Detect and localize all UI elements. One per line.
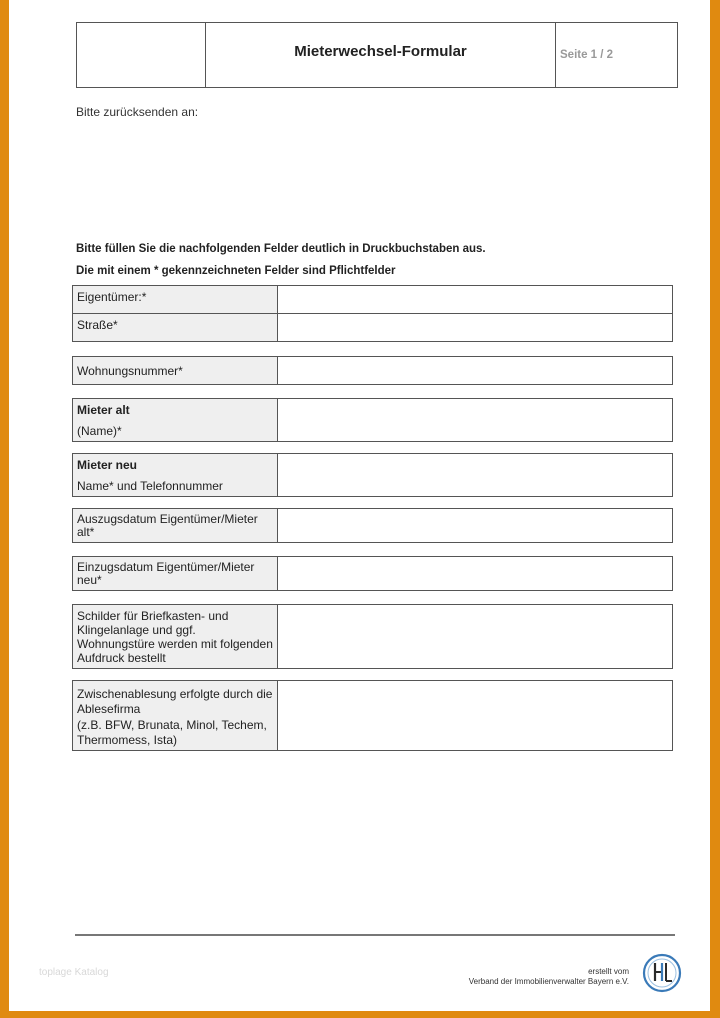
old-tenant-field[interactable] — [278, 399, 673, 442]
form-title: Mieterwechsel-Formular — [206, 23, 556, 87]
signs-label: Schilder für Briefkasten- und Klingelanlage und ggf. Wohnungstüre werden mit folgenden Aufdruck bestellt — [73, 605, 278, 669]
owner-street-table — [72, 285, 673, 342]
new-tenant-table — [72, 453, 673, 497]
watermark-text: toplage Katalog — [39, 967, 109, 978]
signs-field[interactable] — [278, 605, 673, 669]
header-box — [76, 22, 678, 88]
page-number: Seite 1 / 2 — [560, 49, 614, 61]
header-logo-cell — [77, 23, 206, 87]
instruction-line-1: Bitte füllen Sie die nachfolgenden Felder deutlich in Druckbuchstaben aus. — [76, 243, 486, 255]
old-tenant-sub: (Name)* — [77, 423, 122, 438]
reading-field[interactable] — [278, 681, 673, 751]
old-tenant-table — [72, 398, 673, 442]
footer-credit — [469, 967, 629, 987]
reading-line-1: Zwischenablesung erfolgte durch die Ablesefirma — [77, 687, 273, 716]
reading-table — [72, 680, 673, 751]
apartment-label: Wohnungsnummer* — [73, 357, 278, 385]
moveout-label: Auszugsdatum Eigentümer/Mieter alt* — [73, 509, 278, 543]
send-to-label: Bitte zurücksenden an: — [76, 105, 199, 119]
owner-field[interactable] — [278, 286, 673, 314]
reading-label — [73, 681, 278, 751]
old-tenant-title: Mieter alt — [77, 403, 130, 417]
form-page — [9, 0, 710, 1011]
new-tenant-label — [73, 454, 278, 497]
moveout-table — [72, 508, 673, 543]
instruction-line-2: Die mit einem * gekennzeichneten Felder sind Pflichtfelder — [76, 265, 396, 277]
old-tenant-label — [73, 399, 278, 442]
credit-line-1: erstellt vom — [588, 967, 629, 976]
movein-field[interactable] — [278, 557, 673, 591]
apartment-table — [72, 356, 673, 385]
reading-line-2: (z.B. BFW, Brunata, Minol, Techem, Thermomess, Ista) — [77, 718, 267, 747]
association-logo-icon — [642, 953, 682, 993]
street-label: Straße* — [73, 314, 278, 342]
new-tenant-field[interactable] — [278, 454, 673, 497]
movein-table — [72, 556, 673, 591]
movein-label: Einzugsdatum Eigentümer/Mieter neu* — [73, 557, 278, 591]
footer-divider — [75, 934, 675, 936]
new-tenant-sub: Name* und Telefonnummer — [77, 478, 223, 493]
moveout-field[interactable] — [278, 509, 673, 543]
signs-table — [72, 604, 673, 669]
new-tenant-title: Mieter neu — [77, 458, 138, 472]
credit-line-2: Verband der Immobilienverwalter Bayern e.V. — [468, 977, 629, 986]
apartment-field[interactable] — [278, 357, 673, 385]
street-field[interactable] — [278, 314, 673, 342]
owner-label: Eigentümer:* — [73, 286, 278, 314]
